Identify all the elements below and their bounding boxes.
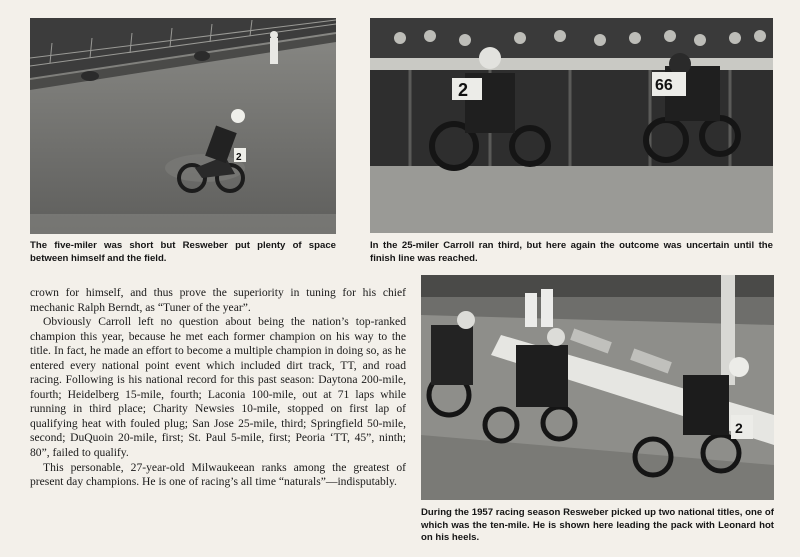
article-paragraph-2: Obviously Carroll left no question about being the nation’s top-ranked champion this year, because he met each former champion on his way to the title. In fact, he made an effort to become a multiple champion in doing so, as he entered every national point event which included dirt track, TT, and road racing. Following is his national record for this past season: Daytona 200-mile, fourth; Heidelberg 15-mile, fourth; Laconia 100-mile, out at 71 laps while running in third place; Charity Newsies 10-mile, stopped on first lap of qualifying heat with fouled plug; San Jose 25-mile, third; Springfield 50-mile, second; DuQuoin 20-mile, first; St. Paul 5-mile, first; Peoria ‘TT, 45”, ninth; 80”, failed to qualify. — [30, 315, 406, 460]
caption-photo-1: The five-miler was short but Resweber put plenty of space between himself and the field. — [30, 240, 336, 264]
article-paragraph-1: crown for himself, and thus prove the superiority in tuning for his chief mechanic Ralph Berndt, as “Tuner of the year”. — [30, 286, 406, 314]
svg-text:2: 2 — [236, 152, 242, 163]
svg-text:66: 66 — [655, 77, 673, 94]
svg-text:2: 2 — [458, 80, 469, 100]
svg-text:2: 2 — [735, 420, 743, 436]
article-body — [30, 286, 406, 490]
photo-five-mile-race — [30, 18, 336, 234]
article-paragraph-3: This personable, 27-year-old Milwaukeean ranks among the greatest of present day champions. He is one of racing’s all time “naturals”—indisputably. — [30, 460, 406, 489]
caption-photo-3: During the 1957 racing season Resweber picked up two national titles, one of which was the ten-mile. He is shown here leading the pack with Leonard hot on his heels. — [421, 507, 774, 544]
caption-photo-2: In the 25-miler Carroll ran third, but here again the outcome was uncertain until the finish line was reached. — [370, 240, 773, 264]
photo-1957-season-race — [421, 275, 774, 500]
photo-25-mile-race — [370, 18, 773, 233]
